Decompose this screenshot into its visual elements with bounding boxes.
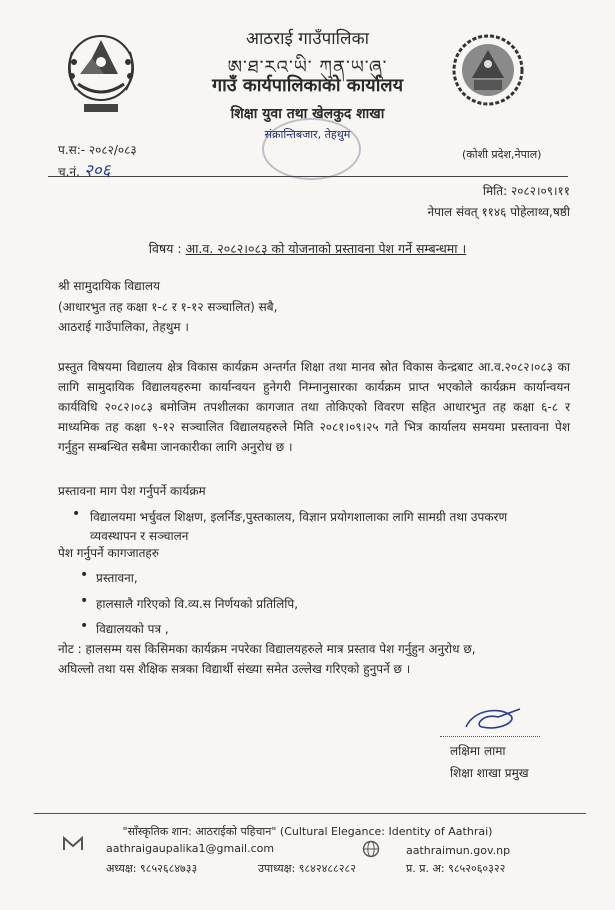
globe-icon: [362, 840, 380, 858]
addressee-line-3: आठराई गाउँपालिका, तेहथुम ।: [58, 320, 189, 334]
office-stamp: [262, 118, 361, 180]
bullet-icon: •: [80, 618, 89, 634]
mail-icon: [62, 836, 84, 852]
signatory-title: शिक्षा शाखा प्रमुख: [450, 766, 529, 780]
documents-heading: पेश गर्नुपर्ने कागजातहरु: [58, 546, 159, 560]
document-item: प्रस्तावना,: [96, 571, 138, 585]
office-address: संक्रान्तिबजार, तेहथुम: [264, 128, 351, 141]
header-divider: [48, 176, 568, 177]
signatory-name: लक्षिमा लामा: [450, 744, 506, 758]
dispatch-value: २०६: [83, 161, 111, 181]
document-item: हालसालै गरिएको वि.व्य.स निर्णयको प्रतिलिपि,: [96, 597, 299, 611]
nepal-samvat-date: नेपाल संवत् ११४६ पोहेलाथ्व,षष्ठी: [427, 205, 570, 219]
signature-line: [440, 736, 540, 737]
province-label: (कोशी प्रदेश,नेपाल): [462, 148, 542, 161]
bullet-icon: •: [80, 593, 89, 609]
program-item-line-2: व्यवस्थापन र सञ्चालन: [90, 529, 189, 543]
dispatch-number: [58, 158, 110, 181]
subject-label: विषय :: [148, 241, 182, 256]
addressee-line-2: (आधारभुत तह कक्षा १-८ र १-१२ सञ्चालित) सबै,: [58, 300, 278, 314]
note-line-1: नोट : हालसम्म यस किसिमका कार्यक्रम नपरेका विद्यालयहरुले मात्र प्रस्ताव पेश गर्नुहुन अनुरोध छ,: [58, 642, 476, 656]
letter-body: प्रस्तुत विषयमा विद्यालय क्षेत्र विकास कार्यक्रम अन्तर्गत शिक्षा तथा मानव स्रोत विकास केन्द्रबाट आ.व.२०८२।०८३ का लागि सामुदायिक विद्यालयहरुमा कार्यान्वयन हुनेगरी निम्नानुसारका कार्यक्रम प्राप्त भएकोले कार्यक्रम कार्यान्वयन कार्यविधि २०८२।०८३ बमोजिम तपशीलका कागजात तथा तोकिएको विवरण सहित आधारभुत तह कक्षा ६-८ र माध्यमिक तह कक्षा ९-१२ सञ्चालित विद्यालयहरुले मिति २०८१।०९।२५ गते भित्र कार्यालय समयमा प्रस्तावना पेश गर्नुहुन सम्बन्धित सबैमा जानकारीका लागि अनुरोध छ ।: [58, 360, 570, 454]
office-name: गाउँ कार्यपालिकाको कार्यालय: [211, 75, 404, 96]
signature-icon: [460, 705, 526, 735]
footer-divider: [34, 813, 586, 814]
footer-cao-phone: प्र. प्र. अ: ९८५२०६०३२२: [406, 862, 506, 875]
letter-subject: [0, 240, 615, 257]
footer-email[interactable]: aathraigaupalika1@gmail.com: [106, 842, 275, 855]
bullet-icon: •: [80, 567, 89, 583]
addressee-line-1: श्री सामुदायिक विद्यालय: [58, 279, 160, 293]
municipality-name-tibetan: ཨ་ཐ་རའ་ཡི་ ཀུན་ཡ་ཞུ་: [227, 57, 388, 78]
footer-vice-chairperson-phone: उपाध्यक्ष: ९८४२४८८२८२: [258, 862, 356, 875]
bullet-icon: •: [72, 506, 81, 522]
letter-ps-number: प.स:- २०८२/०८३: [58, 143, 137, 157]
programs-heading: प्रस्तावना माग पेश गर्नुपर्ने कार्यक्रम: [58, 484, 206, 498]
document-item: विद्यालयको पत्र ,: [96, 622, 169, 636]
municipality-name: आठराई गाउँपालिका: [245, 29, 370, 49]
program-item-line-1: विद्यालयमा भर्चुवल शिक्षण, इलर्निङ,पुस्तकालय, विज्ञान प्रयोगशालाका लागि सामग्री तथा उपकरण: [90, 510, 508, 524]
footer-slogan: "साँस्कृतिक शान: आठराईको पहिचान" (Cultural Elegance: Identity of Aathrai): [122, 825, 493, 838]
footer-chairperson-phone: अध्यक्ष: ९८५२६८४७३३: [106, 862, 198, 875]
letter-date: मिति: २०८२।०९।११: [482, 184, 570, 198]
subject-text: आ.व. २०८२।०८३ को योजनाको प्रस्तावना पेश गर्ने सम्बन्धमा ।: [185, 241, 467, 256]
note-line-2: अघिल्लो तथा यस शैक्षिक सत्रका विद्यार्थी संख्या समेत उल्लेख गरिएको हुनुपर्ने छ ।: [58, 662, 411, 676]
section-name: शिक्षा युवा तथा खेलकुद शाखा: [230, 106, 385, 122]
footer-website[interactable]: aathraimun.gov.np: [406, 844, 511, 857]
dispatch-label: च.नं.: [58, 165, 80, 179]
